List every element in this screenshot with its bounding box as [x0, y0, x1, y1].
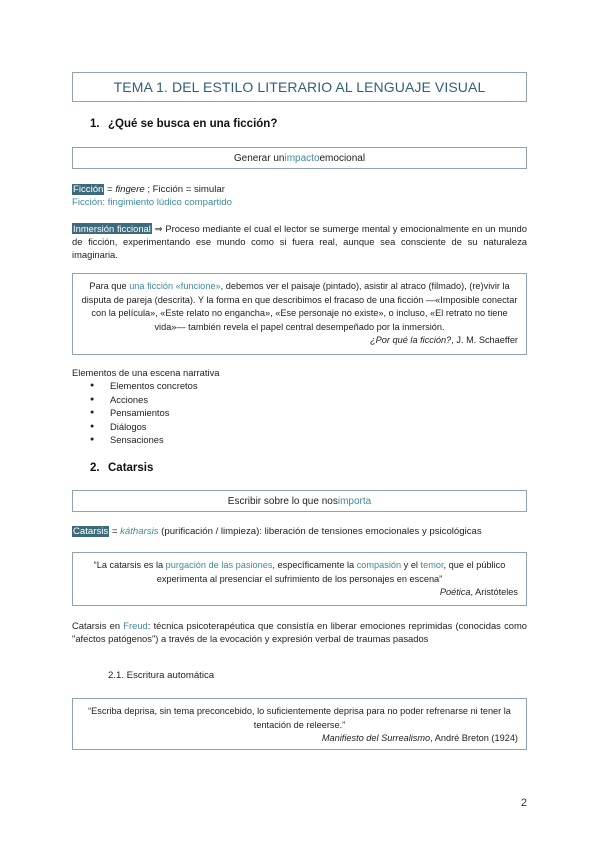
list-item: ● Diálogos: [72, 420, 220, 433]
catarsis-greek: kátharsis: [120, 526, 159, 537]
scene-elements-list: [72, 366, 220, 446]
ficcion-line-2: Ficción: fingimiento lúdico compartido: [72, 197, 232, 208]
freud-pre: Catarsis en: [72, 620, 124, 631]
section-2-number: 2.: [90, 462, 100, 474]
quote-aristoteles-part: y el: [401, 560, 421, 570]
quote-breton-source-title: Manifiesto del Surrealismo: [321, 733, 431, 744]
section-1-number: 1.: [90, 118, 100, 130]
key-idea-1-accent: impacto: [284, 152, 320, 164]
quote-box-aristoteles: [72, 552, 527, 606]
key-idea-2-pre: Escribir sobre lo que nos: [227, 495, 338, 507]
catarsis-definition: [72, 525, 482, 538]
ficcion-eq: =: [104, 184, 116, 195]
section-2-title: Catarsis: [108, 462, 154, 474]
quote-schaeffer-part: , debemos ver el paisaje (pintado), asistir al atraco (filmado), (re)vivir la disputa de pareja (descrita). Y la forma en que describimos el fracaso de una ficción —«Imposible conectar con la película», «Este relato no engancha», «Ese personaje no existe», o incluso, «El retrato no tiene vida»— también revela el papel central desempeñado por la inmersión.: [81, 281, 518, 332]
section-1-title: ¿Qué se busca en una ficción?: [108, 118, 278, 130]
quote-breton-text: “Escriba deprisa, sin tema preconcebido, lo suficientemente deprisa para no poder refrenarse ni tener la tentación de releerse.”: [88, 706, 511, 730]
freud-accent: Freud: [123, 620, 148, 631]
quote-schaeffer-text: [81, 280, 518, 334]
quote-aristoteles-text: [81, 559, 518, 586]
key-idea-1-post: emocional: [319, 152, 366, 164]
ficcion-term: Ficción: [73, 184, 104, 195]
quote-breton-source-author: , André Breton (1924): [430, 733, 518, 744]
section-1-heading: [90, 118, 277, 130]
title-box: [72, 72, 527, 102]
list-item: ● Pensamientos: [72, 406, 220, 419]
list-item: ● Elementos concretos: [72, 379, 220, 392]
quote-aristoteles-accent: purgación de las pasiones: [165, 560, 273, 570]
key-idea-1-pre: Generar un: [233, 152, 285, 164]
quote-breton-source: [81, 732, 518, 746]
key-idea-box-2: [72, 490, 527, 512]
quote-aristoteles-part: , específicamente la: [272, 560, 357, 570]
page-number: 2: [520, 797, 527, 809]
section-2-heading: [90, 462, 153, 474]
inmersion-term: Inmersión ficcional: [73, 223, 151, 234]
quote-aristoteles-source-author: , Aristóteles: [470, 587, 518, 598]
page-title: TEMA 1. DEL ESTILO LITERARIO AL LENGUAJE VISUAL: [113, 79, 486, 95]
quote-aristoteles-accent: temor: [420, 560, 444, 570]
catarsis-term: Catarsis: [73, 526, 109, 537]
key-idea-2-accent: importa: [337, 495, 372, 507]
inmersion-text: ⇒ Proceso mediante el cual el lector se sumerge mental y emocionalmente en un mundo de ficción, experimentando ese mundo como si fuera real, aunque sea consciente de su naturaleza imaginaria.: [72, 223, 527, 261]
key-idea-box-1: [72, 147, 527, 169]
inmersion-paragraph: [72, 222, 527, 262]
quote-box-breton: [72, 698, 527, 750]
catarsis-rest: (purificación / limpieza): liberación de tensiones emocionales y psicológicas: [158, 526, 482, 537]
quote-aristoteles-source: [81, 586, 518, 600]
scene-elements-heading: Elementos de una escena narrativa: [72, 367, 220, 378]
list-item: ● Acciones: [72, 393, 220, 406]
quote-schaeffer-part: Para que: [89, 281, 130, 291]
freud-paragraph: [72, 619, 527, 645]
quote-aristoteles-part: “La catarsis es la: [93, 560, 166, 570]
quote-aristoteles-accent: compasión: [356, 560, 402, 570]
subsection-heading: 2.1. Escritura automática: [108, 670, 215, 681]
freud-text: : técnica psicoterapéutica que consistía en liberar emociones reprimidas (conocidas como "afectos patógenos") a través de la evocación y expresión verbal de traumas pasados: [72, 620, 527, 645]
quote-aristoteles-source-title: Poética: [439, 587, 471, 598]
ficcion-rest: ; Ficción = simular: [144, 184, 225, 195]
ficcion-latin: fingere: [115, 184, 145, 195]
quote-aristoteles-part: , que el público experimenta al presenciar el sufrimiento de los personajes en escena”: [156, 560, 506, 584]
list-item: ● Sensaciones: [72, 433, 220, 446]
ficcion-definition: [72, 183, 225, 196]
quote-schaeffer-source-author: , J. M. Schaeffer: [451, 335, 518, 346]
quote-schaeffer-accent: una ficción «funcione»: [129, 281, 221, 291]
quote-schaeffer-source-title: ¿Por qué la ficción?: [370, 335, 452, 346]
quote-box-schaeffer: [72, 273, 527, 355]
quote-schaeffer-source: [81, 334, 518, 348]
catarsis-eq: =: [109, 526, 121, 537]
